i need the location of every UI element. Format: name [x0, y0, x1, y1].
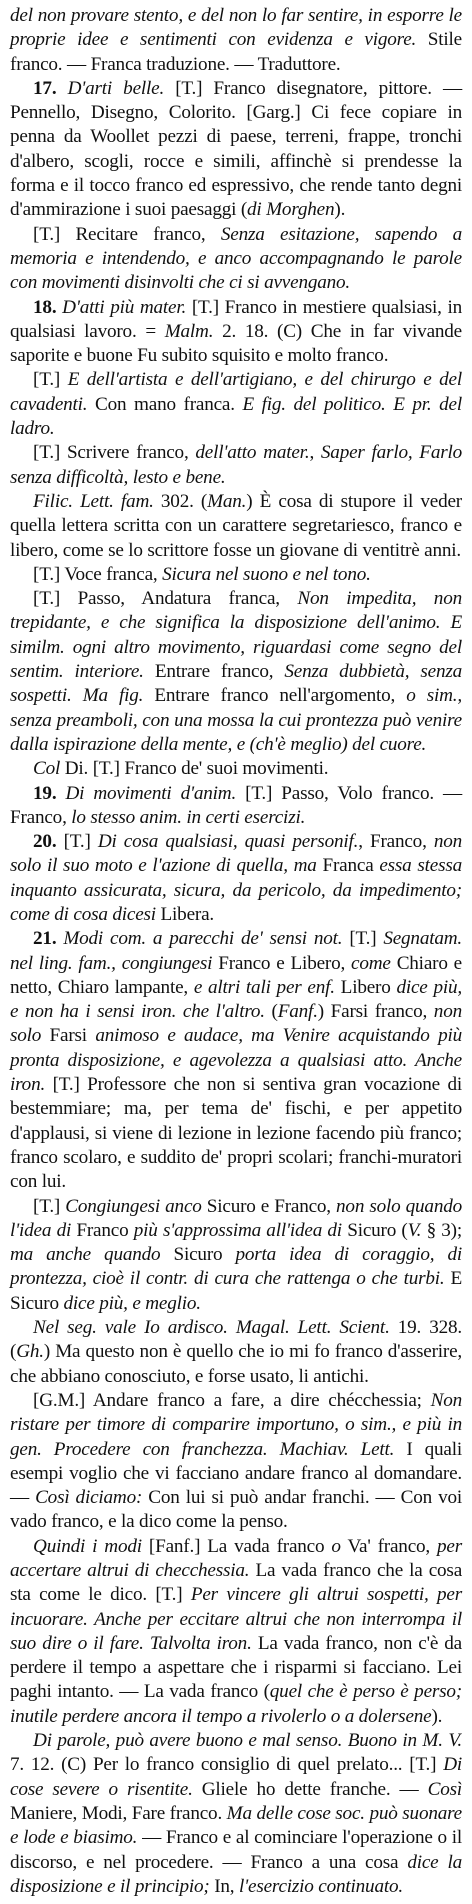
- paragraph: [10, 587, 462, 757]
- text-segment: (: [264, 1001, 278, 1023]
- text-segment: 21.: [33, 928, 64, 950]
- paragraph: [10, 1535, 462, 1729]
- dictionary-entry-text: [10, 4, 462, 1899]
- text-segment: Quindi i modi: [33, 1535, 142, 1557]
- text-segment: 18.: [33, 296, 63, 318]
- text-segment: ) È cosa di stupore il veder quella lettera scritta con un carattere segretariesco, franco e libero, come se lo scrittore fosse un giovane di ventitrè anni.: [10, 490, 462, 561]
- text-segment: Con mano franca.: [87, 393, 243, 415]
- text-segment: Libera.: [155, 903, 214, 925]
- text-segment: [T.] Passo, Volo franco. — Franco,: [10, 782, 462, 828]
- text-segment: ) Farsi franco,: [317, 1001, 434, 1023]
- text-segment: Gh.: [16, 1341, 44, 1363]
- text-segment: 7. 12. (C) Per lo franco consiglio di quel prelato... [T.]: [10, 1754, 444, 1776]
- paragraph: [10, 77, 462, 223]
- text-segment: Sicuro (: [341, 1219, 408, 1241]
- paragraph: [10, 223, 462, 296]
- text-segment: [T.] Recitare franco,: [33, 223, 221, 245]
- paragraph: [10, 490, 462, 563]
- text-segment: [T.] Passo, Andatura franca,: [33, 588, 298, 610]
- text-segment: Chiaro e netto, Chiaro lampante,: [10, 952, 462, 998]
- text-segment: o: [331, 1535, 341, 1557]
- paragraph: [10, 1389, 462, 1535]
- text-segment: Entrare franco nell'argomento,: [143, 685, 407, 707]
- text-segment: § 3);: [421, 1219, 462, 1241]
- text-segment: Saper farlo, Farlo senza difficoltà, lesto e bene.: [10, 442, 463, 488]
- text-segment: o sim., senza preamboli, con una mossa la cui prontezza può venire dalla ispirazione della mente, e (ch'è meglio) del cuore.: [10, 685, 462, 755]
- text-segment: Non impedita, non trepidante, e che significa la disposizione dell'animo. E similm. ogni altro movimento, riguardasi come segno del sentim. interiore.: [10, 588, 462, 683]
- text-segment: quel che è perso è perso; inutile perdere ancora il tempo a rivolerlo o a dolersene: [10, 1681, 462, 1727]
- text-segment: [T.]: [33, 369, 68, 391]
- text-segment: dice più, e meglio.: [63, 1292, 201, 1314]
- text-segment: Modi com. a parecchi de' sensi not.: [63, 928, 343, 950]
- text-segment: Gliele ho dette franche. —: [192, 1778, 428, 1800]
- text-segment: [T.] Scrivere franco,: [33, 442, 196, 464]
- text-segment: [T.]: [342, 928, 384, 950]
- text-segment: dell'atto mater.: [195, 442, 310, 464]
- text-segment: Farsi: [41, 1025, 96, 1047]
- text-segment: Per vincere gli altrui sospetti, per incuorare. Anche per eccitare altrui che non interrompa il suo dire o il fare. Talvolta iron.: [10, 1584, 462, 1654]
- text-segment: In,: [209, 1875, 239, 1897]
- text-segment: di Morghen: [247, 199, 335, 221]
- text-segment: , Franco,: [358, 831, 434, 853]
- text-segment: Filic. Lett. fam.: [33, 490, 154, 512]
- text-segment: [T.]: [33, 1195, 66, 1217]
- text-segment: Di cose severe o risentite.: [10, 1754, 462, 1800]
- paragraph: [10, 4, 462, 77]
- text-segment: 19.: [33, 782, 66, 804]
- text-segment: 302. (: [153, 490, 208, 512]
- paragraph: [10, 830, 462, 927]
- text-segment: E fig. del politico. E pr. del ladro.: [10, 393, 462, 440]
- paragraph: [10, 757, 462, 781]
- paragraph: [10, 296, 462, 369]
- text-segment: D'atti più mater.: [62, 296, 187, 318]
- text-segment: per accertare altrui di checchessia.: [10, 1535, 463, 1581]
- text-segment: non solo quando l'idea di: [10, 1195, 462, 1241]
- text-segment: Di cosa qualsiasi, quasi personif.: [97, 831, 359, 853]
- text-segment: Man.: [207, 490, 247, 512]
- text-segment: 20.: [33, 831, 64, 853]
- text-segment: del non provare stento, e del non lo far sentire, in esporre le proprie idee e sentimenti con evidenza e vigore.: [10, 5, 462, 51]
- text-segment: ).: [334, 199, 346, 221]
- text-segment: Nel seg. vale Io ardisco. Magal. Lett. Scient.: [33, 1317, 390, 1339]
- text-segment: ) Ma questo non è quello che io mi fo franco d'asserire, che abbiano conosciuto, e forse usato, li antichi.: [10, 1341, 462, 1387]
- text-segment: D'arti belle.: [67, 77, 165, 99]
- text-segment: V.: [407, 1219, 422, 1241]
- text-segment: l'esercizio continuato.: [238, 1875, 403, 1897]
- text-segment: non solo il suo moto e l'azione di quella, ma: [10, 831, 463, 877]
- text-segment: e altri tali per enf.: [193, 976, 335, 998]
- text-segment: [T.] Franco in mestiere qualsiasi, in qualsiasi lavoro. =: [10, 296, 462, 342]
- text-segment: Sicuro e Franco,: [201, 1195, 337, 1217]
- text-segment: Franco e Libero,: [212, 952, 352, 974]
- text-segment: più s'approssima all'idea di: [133, 1219, 342, 1241]
- text-segment: [T.] Professore che non si sentiva gran vocazione di bestemmiare; ma, per tema de' fischi, e per appetito d'applausi, si viene di lezione in lezione facendo più franco; franco scolaro, e suddito de' propri scolari; franchi-muratori con lui.: [10, 1074, 462, 1193]
- paragraph: [10, 1195, 462, 1316]
- text-segment: dice la disposizione e il principio;: [10, 1851, 462, 1897]
- text-segment: non solo: [10, 1001, 462, 1047]
- text-segment: come: [351, 952, 391, 974]
- text-segment: porta idea di coraggio, di prontezza, cioè il contr. di cura che rattenga o che turbi.: [10, 1244, 463, 1290]
- text-segment: Malm.: [164, 320, 214, 342]
- text-segment: [T.] Franco disegnatore, pittore. — Pennello, Disegno, Colorito. [Garg.] Ci fece copiare in penna da Woollet pezzi di paese, terreni, frappe, tronchi d'albero, scogli, rocce e simili, affinchè si prendesse la forma e il tocco franco ed espressivo, che rende tanto degni d'ammirazione i suoi paesaggi (: [10, 77, 463, 221]
- text-segment: Di. [T.] Franco de' suoi movimenti.: [60, 758, 329, 780]
- text-segment: Sicura nel suono e nel tono.: [162, 563, 371, 585]
- text-segment: E dell'artista e dell'artigiano, e del chirurgo e del cavadenti.: [10, 369, 462, 415]
- text-segment: Così: [427, 1778, 462, 1800]
- text-segment: 19. 328. (: [10, 1317, 463, 1363]
- text-segment: Di movimenti d'anim.: [65, 782, 237, 804]
- text-segment: ,: [309, 442, 321, 464]
- text-segment: Così diciamo:: [35, 1487, 143, 1509]
- paragraph: [10, 1729, 462, 1899]
- text-segment: Va' franco,: [340, 1535, 438, 1557]
- text-segment: La vada franco, non c'è da perdere il tempo a aspettare che i risparmi si facciano. Lei paghi intanto. — La vada franco (: [10, 1632, 463, 1703]
- text-segment: Ma delle cose soc. può suonare e lode e biasimo.: [10, 1802, 462, 1849]
- text-segment: ).: [431, 1705, 443, 1727]
- text-segment: Senza dubbietà, senza sospetti. Ma fig.: [10, 661, 463, 707]
- text-segment: Libero: [334, 976, 397, 998]
- paragraph: [10, 927, 462, 1194]
- text-segment: lo stesso anim. in certi esercizi.: [71, 806, 306, 828]
- text-segment: Di parole, può avere buono e mal senso. Buono in M. V.: [33, 1730, 462, 1752]
- text-segment: dice più, e non ha i sensi iron. che l'altro.: [10, 976, 462, 1023]
- text-segment: Con lui si può andar franchi. — Con voi vado franco, e la dico come la penso.: [10, 1487, 463, 1533]
- text-segment: Col: [33, 758, 61, 780]
- text-segment: Franca: [316, 855, 380, 877]
- text-segment: [Fanf.] La vada franco: [141, 1535, 332, 1557]
- text-segment: Stile franco. — Franca traduzione. — Traduttore.: [10, 29, 462, 75]
- text-segment: [T.]: [63, 831, 98, 853]
- text-segment: Franco: [71, 1219, 134, 1241]
- paragraph: [10, 563, 462, 587]
- text-segment: — Franco e al cominciare l'operazione o il discorso, e nel procedere. — Franco a una cosa: [10, 1827, 462, 1873]
- paragraph: [10, 782, 462, 831]
- text-segment: [G.M.] Andare franco a fare, a dire chécchessia;: [33, 1389, 431, 1411]
- text-segment: Entrare franco,: [143, 661, 285, 683]
- paragraph: [10, 1316, 462, 1389]
- text-segment: ma anche quando: [10, 1244, 161, 1266]
- text-segment: 2. 18. (C) Che in far vivande saporite e buone Fu subito squisito e molto franco.: [10, 320, 462, 367]
- text-segment: E Sicuro: [10, 1268, 462, 1314]
- text-segment: [T.] Voce franca,: [33, 563, 163, 585]
- paragraph: [10, 441, 462, 490]
- text-segment: Sicuro: [160, 1244, 236, 1266]
- text-segment: Senza esitazione, sapendo a memoria e intendendo, e anco accompagnando le parole con movimenti disinvolti che ci si avvengano.: [10, 223, 463, 294]
- text-segment: Maniere, Modi, Fare franco.: [10, 1802, 227, 1824]
- text-segment: Non ristare per timore di comparire importuno, o sim., e più in gen. Procedere con franchezza. Machiav. Lett.: [10, 1389, 462, 1460]
- text-segment: essa stessa inquanto assicurata, sicura, da pericolo, da impedimento; come di cosa dicesi: [10, 855, 463, 925]
- paragraph: [10, 368, 462, 441]
- text-segment: Fanf.: [277, 1001, 318, 1023]
- text-segment: Segnatam. nel ling. fam., congiungesi: [10, 928, 462, 974]
- text-segment: 17.: [33, 77, 68, 99]
- text-segment: I quali esempi voglio che vi facciano andare franco al domandare. —: [10, 1438, 462, 1509]
- text-segment: animoso e audace, ma Venire acquistando più pronta disposizione, e agevolezza a qualsiasi atto. Anche iron.: [10, 1025, 462, 1096]
- text-segment: La vada franco che la cosa sta come le dico. [T.]: [10, 1560, 463, 1606]
- text-segment: Congiungesi anco: [65, 1195, 202, 1217]
